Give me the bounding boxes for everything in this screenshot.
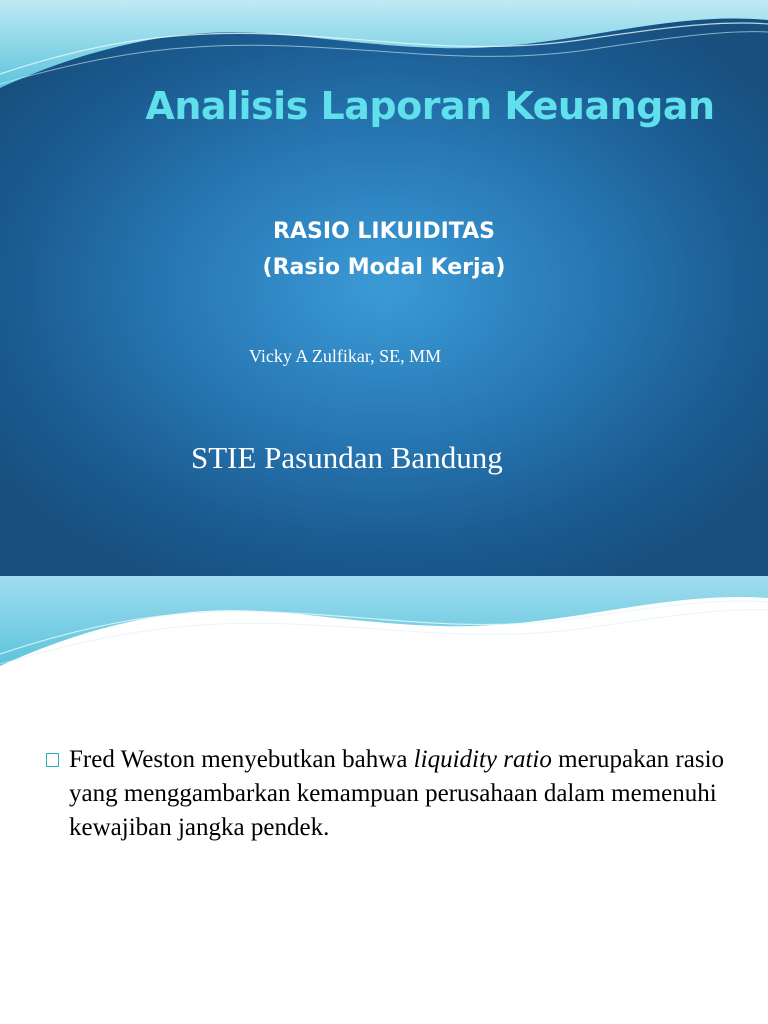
author-name: Vicky A Zulfikar, SE, MM — [249, 346, 442, 366]
subtitle-line-2: (Rasio Modal Kerja) — [262, 255, 506, 280]
slide-subtitle — [134, 214, 634, 286]
top-wave-decoration — [0, 0, 768, 95]
bullet-text-prefix: Fred Weston menyebutkan bahwa — [69, 746, 414, 773]
institution-name: STIE Pasundan Bandung — [191, 440, 503, 475]
bullet-text — [69, 743, 726, 845]
top-wave-decoration — [0, 576, 768, 671]
subtitle-line-1: RASIO LIKUIDITAS — [273, 219, 495, 244]
bullet-text-suffix: merupakan rasio yang menggambarkan kemampuan perusahaan dalam memenuhi kewajiban jangka pendek. — [69, 746, 725, 841]
square-bullet-icon — [46, 753, 59, 767]
bullet-item — [46, 743, 726, 845]
slide-title: Analisis Laporan Keuangan — [145, 84, 715, 128]
bullet-text-emphasis: liquidity ratio — [413, 746, 552, 773]
